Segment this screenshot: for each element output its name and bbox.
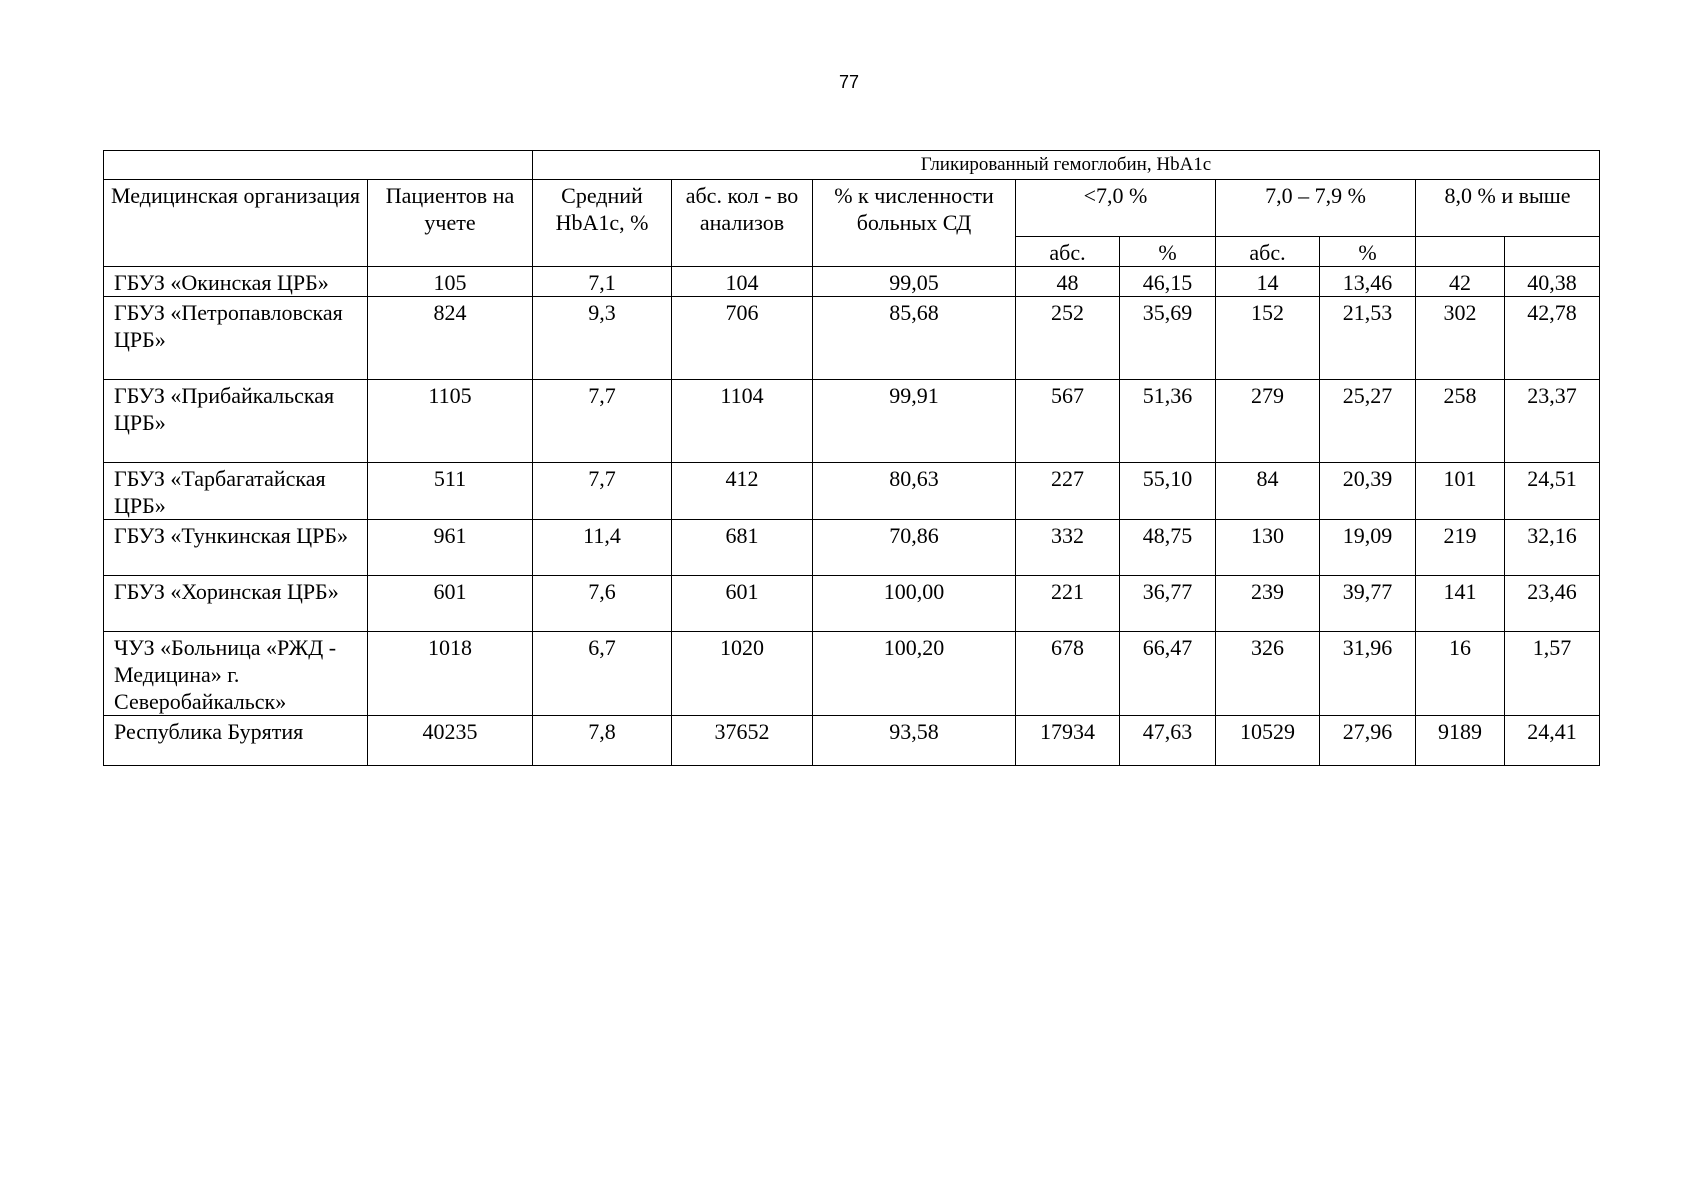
cell-org: ГБУЗ «Тарбагатайская ЦРБ» bbox=[104, 463, 368, 520]
cell-abs: 104 bbox=[672, 267, 813, 297]
cell-patients: 824 bbox=[368, 297, 533, 380]
cell-7-abs: 326 bbox=[1216, 632, 1320, 716]
subheader-7-pct: % bbox=[1320, 237, 1416, 267]
cell-avg: 9,3 bbox=[533, 297, 672, 380]
table-row bbox=[104, 632, 1600, 716]
cell-org: Республика Бурятия bbox=[104, 716, 368, 766]
cell-7-pct: 31,96 bbox=[1320, 632, 1416, 716]
cell-ge8-pct: 23,46 bbox=[1505, 576, 1600, 632]
cell-ge8-pct: 40,38 bbox=[1505, 267, 1600, 297]
cell-pct: 100,20 bbox=[813, 632, 1016, 716]
cell-pct: 99,05 bbox=[813, 267, 1016, 297]
subheader-ge8-pct bbox=[1505, 237, 1600, 267]
cell-abs: 37652 bbox=[672, 716, 813, 766]
cell-pct: 70,86 bbox=[813, 520, 1016, 576]
table-row bbox=[104, 463, 1600, 520]
table-header-row bbox=[104, 180, 1600, 237]
cell-patients: 1018 bbox=[368, 632, 533, 716]
cell-7-pct: 25,27 bbox=[1320, 380, 1416, 463]
cell-7-pct: 13,46 bbox=[1320, 267, 1416, 297]
cell-lt7-abs: 221 bbox=[1016, 576, 1120, 632]
cell-pct: 99,91 bbox=[813, 380, 1016, 463]
table-row bbox=[104, 267, 1600, 297]
cell-7-pct: 21,53 bbox=[1320, 297, 1416, 380]
group-header-hba1c: Гликированный гемоглобин, HbA1c bbox=[533, 151, 1600, 180]
cell-ge8-abs: 141 bbox=[1416, 576, 1505, 632]
cell-patients: 1105 bbox=[368, 380, 533, 463]
cell-avg: 7,8 bbox=[533, 716, 672, 766]
cell-lt7-abs: 567 bbox=[1016, 380, 1120, 463]
cell-abs: 601 bbox=[672, 576, 813, 632]
table-row bbox=[104, 576, 1600, 632]
header-7-79: 7,0 – 7,9 % bbox=[1216, 180, 1416, 237]
cell-ge8-pct: 24,51 bbox=[1505, 463, 1600, 520]
subheader-7-abs: абс. bbox=[1216, 237, 1320, 267]
cell-lt7-abs: 252 bbox=[1016, 297, 1120, 380]
cell-abs: 681 bbox=[672, 520, 813, 576]
page-number: 77 bbox=[838, 72, 860, 92]
cell-lt7-pct: 35,69 bbox=[1120, 297, 1216, 380]
cell-7-pct: 20,39 bbox=[1320, 463, 1416, 520]
subheader-lt7-abs: абс. bbox=[1016, 237, 1120, 267]
cell-ge8-abs: 258 bbox=[1416, 380, 1505, 463]
cell-patients: 40235 bbox=[368, 716, 533, 766]
cell-patients: 511 bbox=[368, 463, 533, 520]
cell-abs: 1020 bbox=[672, 632, 813, 716]
cell-7-abs: 130 bbox=[1216, 520, 1320, 576]
cell-lt7-pct: 47,63 bbox=[1120, 716, 1216, 766]
cell-patients: 105 bbox=[368, 267, 533, 297]
cell-patients: 961 bbox=[368, 520, 533, 576]
cell-pct: 85,68 bbox=[813, 297, 1016, 380]
subheader-ge8-abs bbox=[1416, 237, 1505, 267]
cell-lt7-abs: 48 bbox=[1016, 267, 1120, 297]
cell-lt7-abs: 17934 bbox=[1016, 716, 1120, 766]
cell-7-pct: 27,96 bbox=[1320, 716, 1416, 766]
header-patients: Пациентов на учете bbox=[368, 180, 533, 267]
cell-7-abs: 239 bbox=[1216, 576, 1320, 632]
cell-ge8-abs: 219 bbox=[1416, 520, 1505, 576]
cell-avg: 7,6 bbox=[533, 576, 672, 632]
cell-7-pct: 39,77 bbox=[1320, 576, 1416, 632]
cell-abs: 1104 bbox=[672, 380, 813, 463]
cell-patients: 601 bbox=[368, 576, 533, 632]
cell-abs: 412 bbox=[672, 463, 813, 520]
table-row bbox=[104, 297, 1600, 380]
cell-pct: 80,63 bbox=[813, 463, 1016, 520]
cell-lt7-abs: 678 bbox=[1016, 632, 1120, 716]
cell-lt7-pct: 36,77 bbox=[1120, 576, 1216, 632]
cell-ge8-pct: 24,41 bbox=[1505, 716, 1600, 766]
cell-org: ГБУЗ «Окинская ЦРБ» bbox=[104, 267, 368, 297]
cell-avg: 6,7 bbox=[533, 632, 672, 716]
cell-ge8-abs: 42 bbox=[1416, 267, 1505, 297]
table-total-row bbox=[104, 716, 1600, 766]
cell-lt7-abs: 227 bbox=[1016, 463, 1120, 520]
cell-ge8-pct: 32,16 bbox=[1505, 520, 1600, 576]
cell-abs: 706 bbox=[672, 297, 813, 380]
hba1c-table bbox=[103, 150, 1600, 766]
cell-ge8-pct: 1,57 bbox=[1505, 632, 1600, 716]
cell-ge8-abs: 9189 bbox=[1416, 716, 1505, 766]
cell-7-abs: 10529 bbox=[1216, 716, 1320, 766]
cell-lt7-pct: 46,15 bbox=[1120, 267, 1216, 297]
header-abs-count: абс. кол - во анализов bbox=[672, 180, 813, 267]
cell-7-abs: 84 bbox=[1216, 463, 1320, 520]
cell-pct: 100,00 bbox=[813, 576, 1016, 632]
cell-7-abs: 14 bbox=[1216, 267, 1320, 297]
table-group-header-row bbox=[104, 151, 1600, 180]
cell-avg: 7,7 bbox=[533, 380, 672, 463]
cell-ge8-abs: 101 bbox=[1416, 463, 1505, 520]
cell-avg: 11,4 bbox=[533, 520, 672, 576]
cell-7-pct: 19,09 bbox=[1320, 520, 1416, 576]
cell-ge8-pct: 42,78 bbox=[1505, 297, 1600, 380]
cell-7-abs: 279 bbox=[1216, 380, 1320, 463]
cell-lt7-pct: 51,36 bbox=[1120, 380, 1216, 463]
cell-lt7-pct: 66,47 bbox=[1120, 632, 1216, 716]
cell-pct: 93,58 bbox=[813, 716, 1016, 766]
cell-lt7-pct: 55,10 bbox=[1120, 463, 1216, 520]
header-ge8: 8,0 % и выше bbox=[1416, 180, 1600, 237]
table-row bbox=[104, 380, 1600, 463]
cell-ge8-abs: 16 bbox=[1416, 632, 1505, 716]
cell-lt7-abs: 332 bbox=[1016, 520, 1120, 576]
cell-org: ГБУЗ «Петропавловская ЦРБ» bbox=[104, 297, 368, 380]
cell-org: ГБУЗ «Тункинская ЦРБ» bbox=[104, 520, 368, 576]
cell-7-abs: 152 bbox=[1216, 297, 1320, 380]
cell-org: ГБУЗ «Хоринская ЦРБ» bbox=[104, 576, 368, 632]
cell-lt7-pct: 48,75 bbox=[1120, 520, 1216, 576]
header-pct-count: % к численности больных СД bbox=[813, 180, 1016, 267]
header-lt7: <7,0 % bbox=[1016, 180, 1216, 237]
cell-avg: 7,7 bbox=[533, 463, 672, 520]
header-org: Медицинская организация bbox=[104, 180, 368, 267]
cell-ge8-pct: 23,37 bbox=[1505, 380, 1600, 463]
cell-org: ГБУЗ «Прибайкальская ЦРБ» bbox=[104, 380, 368, 463]
table-row bbox=[104, 520, 1600, 576]
header-avg-hba1c: Средний HbA1c, % bbox=[533, 180, 672, 267]
group-header-blank bbox=[104, 151, 533, 180]
cell-ge8-abs: 302 bbox=[1416, 297, 1505, 380]
subheader-lt7-pct: % bbox=[1120, 237, 1216, 267]
cell-org: ЧУЗ «Больница «РЖД - Медицина» г. Северобайкальск» bbox=[104, 632, 368, 716]
cell-avg: 7,1 bbox=[533, 267, 672, 297]
